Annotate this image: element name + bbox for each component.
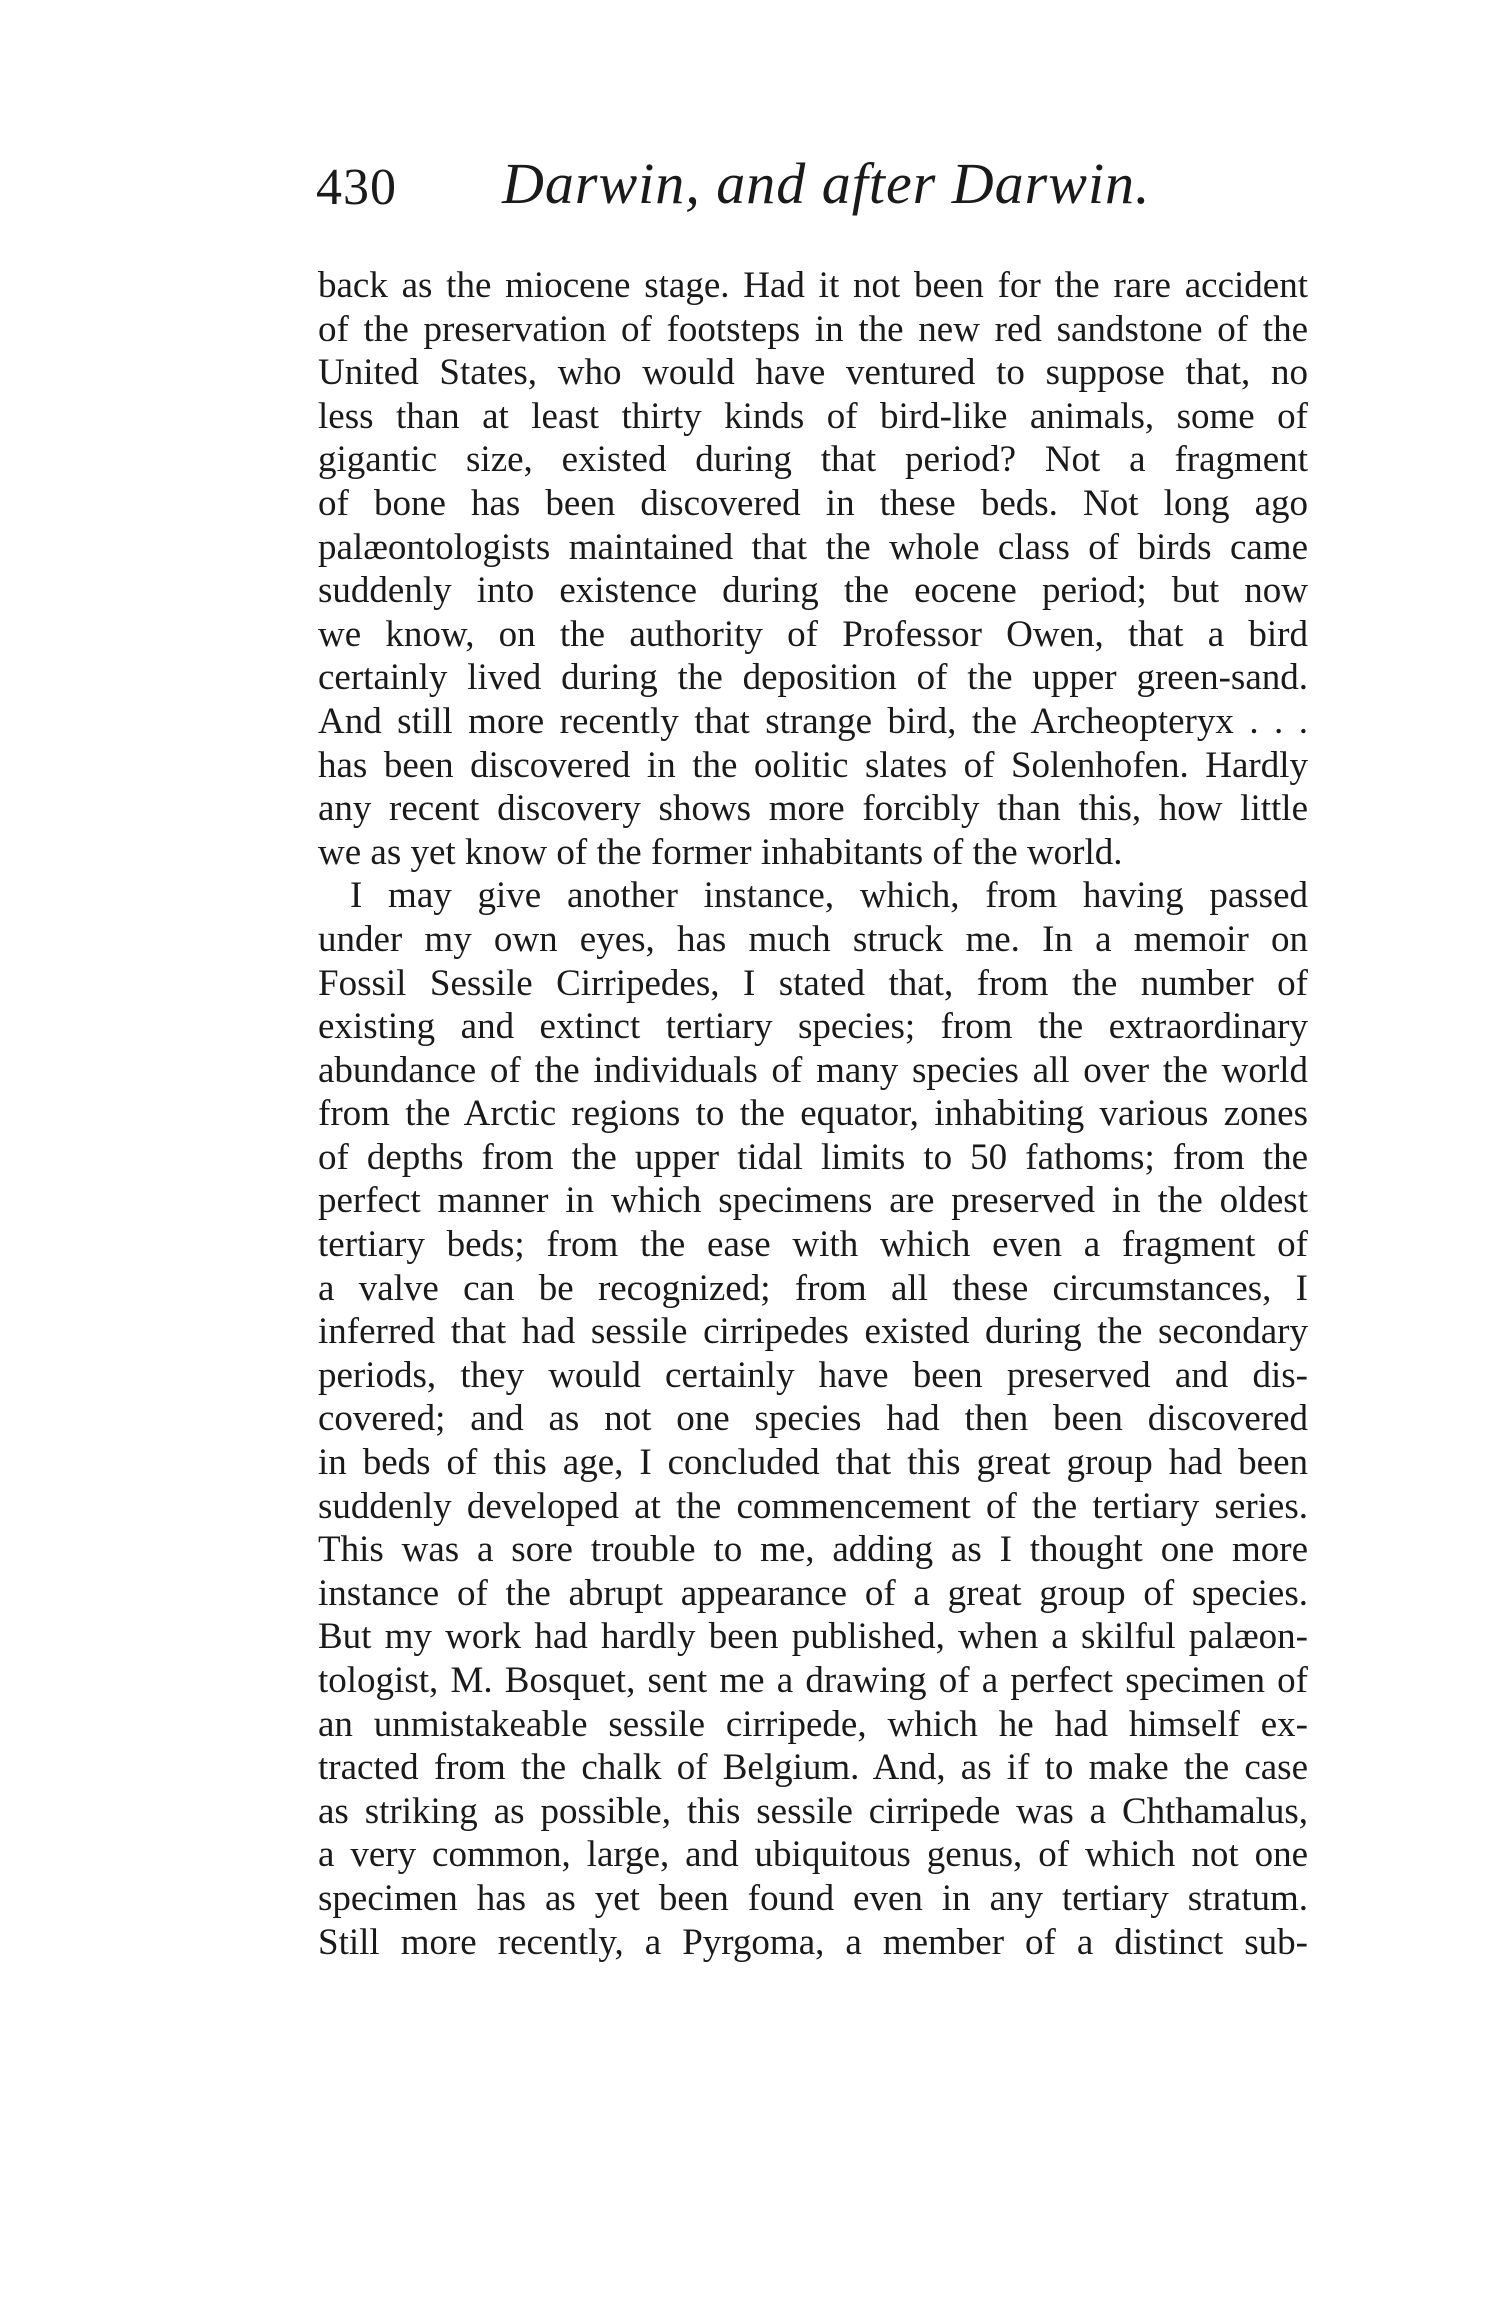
text-line: existing and extinct tertiary species; from the extraordinary — [318, 1006, 1308, 1048]
text-line: in beds of this age, I concluded that this great group had been — [318, 1442, 1308, 1484]
text-line: tracted from the chalk of Belgium. And, as if to make the case — [318, 1747, 1308, 1789]
text-line: inferred that had sessile cirripedes existed during the secondary — [318, 1311, 1308, 1353]
text-line: But my work had hardly been published, when a skilful palæon- — [318, 1616, 1308, 1658]
text-line: of the preservation of footsteps in the new red sandstone of the — [318, 308, 1308, 350]
paragraph-1 — [318, 264, 1308, 874]
text-line: tertiary beds; from the ease with which even a fragment of — [318, 1224, 1308, 1266]
text-line: from the Arctic regions to the equator, inhabiting various zones — [318, 1093, 1308, 1135]
text-line: back as the miocene stage. Had it not been for the rare accident — [318, 265, 1308, 306]
text-line: of bone has been discovered in these beds. Not long ago — [318, 482, 1308, 524]
body-text — [318, 264, 1308, 1964]
text-line: suddenly developed at the commencement of the tertiary series. — [318, 1485, 1308, 1527]
text-line: has been discovered in the oolitic slates of Solenhofen. Hardly — [318, 744, 1308, 786]
text-line: gigantic size, existed during that period? Not a fragment — [318, 439, 1308, 481]
text-line: under my own eyes, has much struck me. In a memoir on — [318, 918, 1308, 960]
running-head — [316, 150, 1308, 230]
page-number: 430 — [316, 159, 397, 216]
text-line: Still more recently, a Pyrgoma, a member of a distinct sub- — [318, 1921, 1308, 1963]
paragraph-2 — [318, 874, 1308, 1964]
text-line: covered; and as not one species had then been discovered — [318, 1398, 1308, 1440]
text-line: we know, on the authority of Professor Owen, that a bird — [318, 613, 1308, 655]
text-line: palæontologists maintained that the whole class of birds came — [318, 526, 1308, 568]
text-line: as striking as possible, this sessile cirripede was a Chthamalus, — [318, 1790, 1308, 1832]
text-line: any recent discovery shows more forcibly than this, how little — [318, 788, 1308, 830]
text-line: tologist, M. Bosquet, sent me a drawing of a perfect specimen of — [318, 1660, 1308, 1701]
text-line: I may give another instance, which, from having passed — [350, 875, 1308, 917]
text-line: Fossil Sessile Cirripedes, I stated that, from the number of — [318, 962, 1308, 1004]
text-line: abundance of the individuals of many species all over the world — [318, 1049, 1308, 1091]
text-line: of depths from the upper tidal limits to 50 fathoms; from the — [318, 1136, 1308, 1178]
text-line: instance of the abrupt appearance of a great group of species. — [318, 1572, 1308, 1614]
text-line: specimen has as yet been found even in any tertiary stratum. — [318, 1877, 1308, 1919]
text-line: perfect manner in which specimens are preserved in the oldest — [318, 1180, 1308, 1222]
text-line: United States, who would have ventured to suppose that, no — [318, 352, 1308, 394]
text-line: suddenly into existence during the eocene period; but now — [318, 570, 1308, 612]
text-line: an unmistakeable sessile cirripede, which he had himself ex- — [318, 1703, 1308, 1745]
text-line: we as yet know of the former inhabitants of the world. — [318, 831, 1123, 873]
running-title: Darwin, and after Darwin. — [502, 151, 1151, 216]
text-line: And still more recently that strange bird, the Archeopteryx . . . — [318, 700, 1308, 742]
text-line: certainly lived during the deposition of the upper green-sand. — [318, 657, 1308, 699]
text-line: a very common, large, and ubiquitous genus, of which not one — [318, 1834, 1308, 1876]
text-line: periods, they would certainly have been preserved and dis- — [318, 1354, 1308, 1396]
text-line: a valve can be recognized; from all these circumstances, I — [318, 1267, 1308, 1309]
text-line: less than at least thirty kinds of bird-like animals, some of — [318, 395, 1308, 437]
text-line: This was a sore trouble to me, adding as I thought one more — [318, 1529, 1308, 1571]
